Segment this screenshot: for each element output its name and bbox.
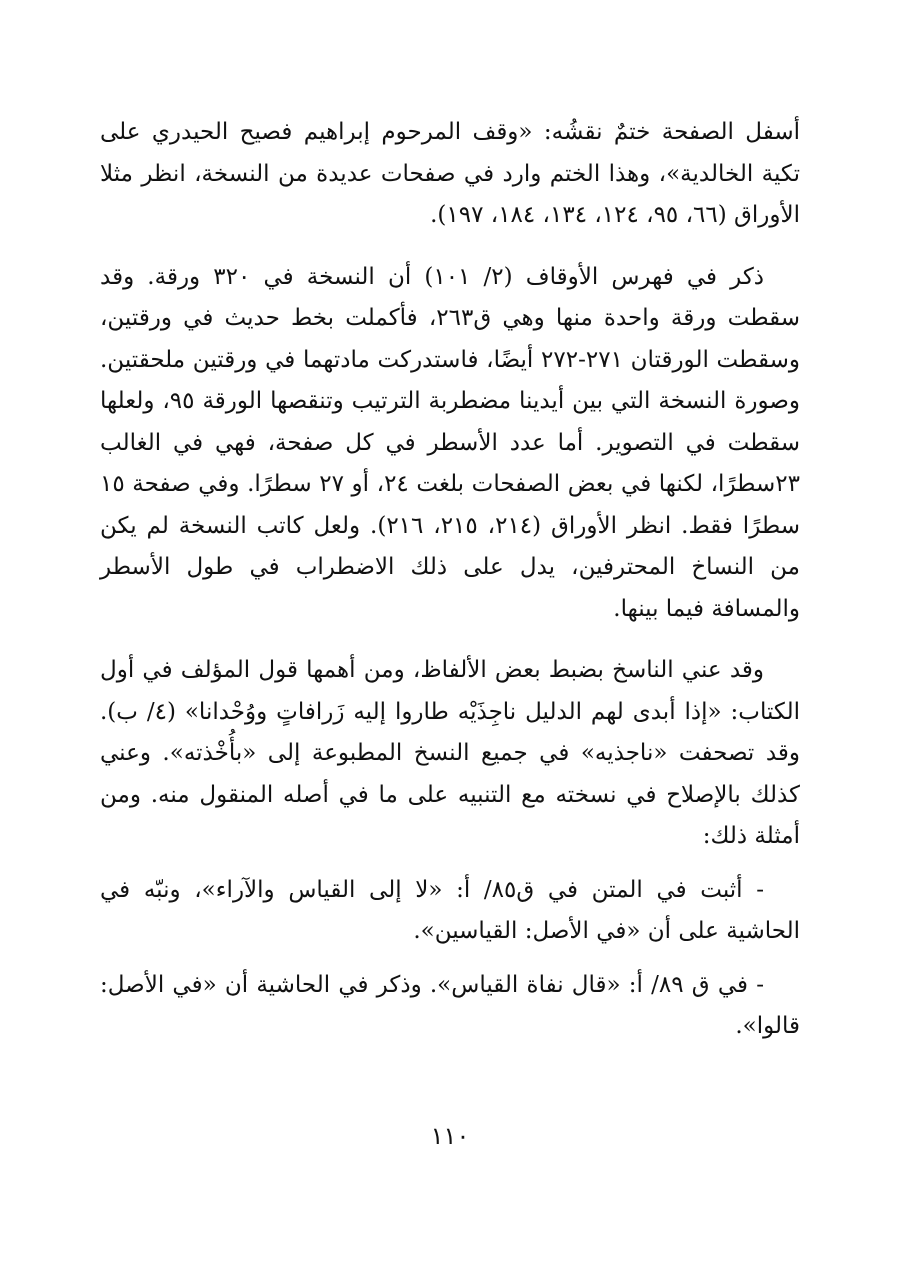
document-page: [100, 112, 800, 1068]
paragraph-seal-note: أسفل الصفحة ختمٌ نقشُه: «وقف المرحوم إبراهيم فصيح الحيدري على تكية الخالدية»، وهذا الختم وارد في صفحات عديدة من النسخة، انظر مثلا الأوراق (٦٦، ٩٥، ١٢٤، ١٣٤، ١٨٤، ١٩٧).: [100, 119, 800, 228]
paragraph-copyist-care: وقد عني الناسخ بضبط بعض الألفاظ، ومن أهمها قول المؤلف في أول الكتاب: «إذا أبدى لهم الدليل ناجِذَيْه طاروا إليه زَرافاتٍ ووُحْدانا» (٤/ ب). وقد تصحفت «ناجذيه» في جميع النسخ المطبوعة إلى «بأُخْذته». وعني كذلك بالإصلاح في نسخته مع التنبيه على ما في أصله المنقول منه. ومن أمثلة ذلك:: [100, 657, 800, 849]
paragraph-example-1: - أثبت في المتن في ق٨٥/ أ: «لا إلى القياس والآراء»، ونبّه في الحاشية على أن «في الأصل: القياسين».: [100, 876, 800, 944]
page-number: ١١٠: [430, 1122, 470, 1150]
paragraph-example-2: - في ق ٨٩/ أ: «قال نفاة القياس». وذكر في الحاشية أن «في الأصل: قالوا».: [100, 971, 800, 1039]
paragraph-manuscript-description: ذكر في فهرس الأوقاف (٢/ ١٠١) أن النسخة في ٣٢٠ ورقة. وقد سقطت ورقة واحدة منها وهي ق٢٦٣، فأكملت بخط حديث في ورقتين، وسقطت الورقتان ٢٧١-٢٧٢ أيضًا، فاستدركت مادتهما في ورقتين ملحقتين. وصورة النسخة التي بين أيدينا مضطربة الترتيب وتنقصها الورقة ٩٥، ولعلها سقطت في التصوير. أما عدد الأسطر في كل صفحة، فهي في الغالب ٢٣سطرًا، لكنها في بعض الصفحات بلغت ٢٤، أو ٢٧ سطرًا. وفي صفحة ١٥ سطرًا فقط. انظر الأوراق (٢١٤، ٢١٥، ٢١٦). ولعل كاتب النسخة لم يكن من النساخ المحترفين، يدل على ذلك الاضطراب في طول الأسطر والمسافة فيما بينها.: [100, 263, 801, 622]
